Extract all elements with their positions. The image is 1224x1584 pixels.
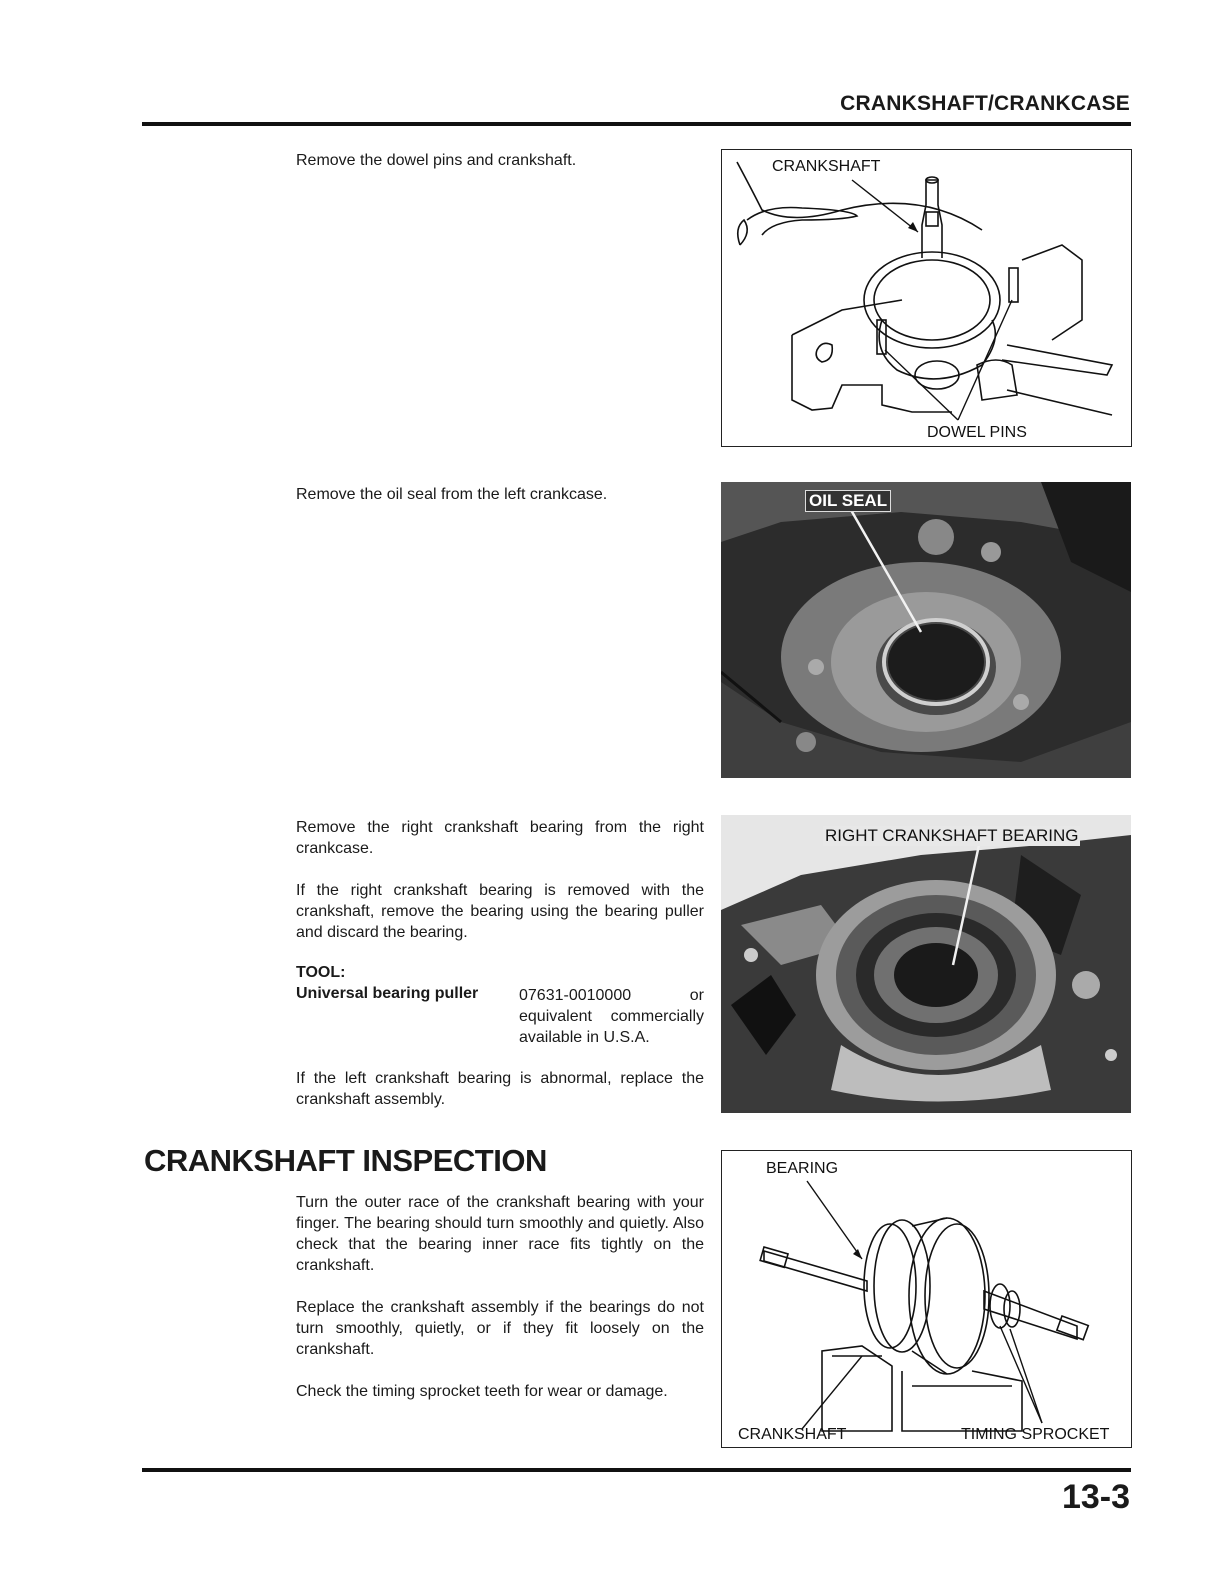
page-number: 13-3: [1061, 1478, 1130, 1516]
inspection-paragraph-3: Check the timing sprocket teeth for wear or damage.: [296, 1383, 668, 1400]
crankshaft-label: CRANKSHAFT: [772, 158, 881, 175]
photo-right-bearing: [721, 815, 1131, 1113]
step-oil-seal: Remove the oil seal from the left crankcase.: [296, 486, 608, 503]
inspection-paragraph-1: Turn the outer race of the crankshaft bearing with your finger. The bearing should turn smoothly and quietly. Also check that the bearing inner race fits tightly on the crankshaft.: [296, 1194, 704, 1274]
dowel-pins-label: DOWEL PINS: [927, 424, 1027, 441]
figure-crankshaft-assembly: [721, 1150, 1132, 1448]
inspection-heading: CRANKSHAFT INSPECTION: [144, 1143, 547, 1178]
oil-seal-label: OIL SEAL: [805, 490, 891, 512]
step-dowel-pins: Remove the dowel pins and crankshaft.: [296, 152, 577, 169]
tool-name: Universal bearing puller: [296, 985, 479, 1002]
tool-heading: TOOL:: [296, 964, 346, 981]
tool-number: 07631-0010000 or equivalent commercially available in U.S.A.: [519, 987, 704, 1046]
right-bearing-label: RIGHT CRANKSHAFT BEARING: [825, 826, 1079, 845]
crankshaft-assembly-drawing: [722, 1151, 1131, 1447]
step-right-bearing: Remove the right crankshaft bearing from the right crankcase.: [296, 819, 704, 857]
header-rule: [142, 122, 1131, 126]
inspection-paragraph-2: Replace the crankshaft assembly if the bearings do not turn smoothly, quietly, or if they fit loosely on the crankshaft.: [296, 1299, 704, 1358]
crankshaft-label-bottom: CRANKSHAFT: [738, 1426, 847, 1443]
bearing-label: BEARING: [766, 1160, 839, 1177]
timing-sprocket-label: TIMING SPROCKET: [961, 1426, 1110, 1443]
step-left-bearing: If the left crankshaft bearing is abnormal, replace the crankshaft assembly.: [296, 1070, 704, 1108]
crankshaft-drawing: [722, 150, 1131, 446]
right-bearing-photo: [721, 815, 1131, 1113]
photo-oil-seal: [721, 482, 1131, 778]
section-title: CRANKSHAFT/CRANKCASE: [840, 92, 1130, 115]
oil-seal-photo: [721, 482, 1131, 778]
figure-crankshaft-dowel-pins: [721, 149, 1132, 447]
footer-rule: [142, 1468, 1131, 1472]
step-bearing-puller: If the right crankshaft bearing is removed with the crankshaft, remove the bearing using the bearing puller and discard the bearing.: [296, 882, 704, 941]
